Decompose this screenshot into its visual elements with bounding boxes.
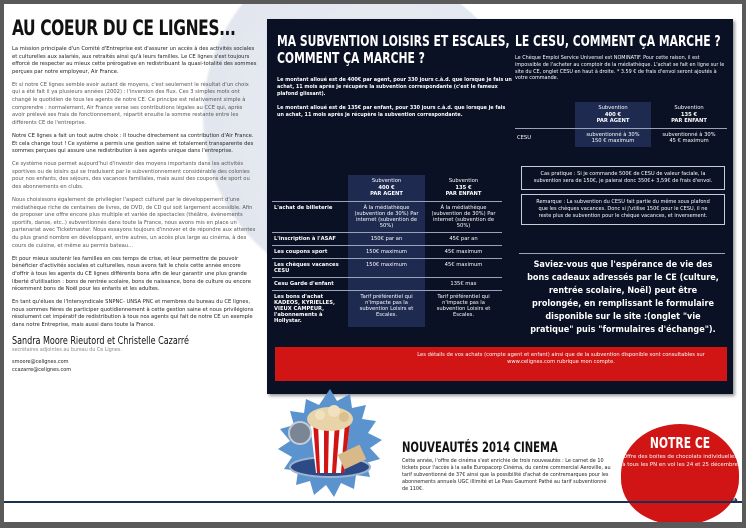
table-row: CESU subventionné à 30% 150 € maximum subventionné à 30% 45 € maximum: [515, 128, 727, 147]
email-link[interactable]: smoore@celignes.com: [12, 359, 69, 366]
table-header: [515, 102, 727, 128]
subvention-section: [277, 33, 513, 119]
table-header: [272, 175, 502, 201]
cinema-text: Cette année, l'offre de cinéma s'est enrichie de trois nouveautés : Le carnet de 10 tickets pour l'accès à la salle Europacorp Cinéma, du centre commercial Aeroville, au tarif subventionné de 37€ ainsi que la possibilité d'achat de contremarques pour les abonnements annuels UGC illimité et Le Pass Gaumont Pathé au tarif subventionné de 110€.: [402, 458, 611, 492]
notre-ce-text: Offre des boites de chocolats individuelles à tous les PN en vol les 24 et 25 décembre: [622, 454, 738, 468]
paragraph: Ce système nous permet aujourd'hui d'investir des moyens importants dans les activités sportives ou de loisirs qui se traduisent par le subventionnement considérable des colonies pour nos enfants, des séjours, des vacances familiales, mais aussi des coupons de sport ou des abonnements en clubs.: [12, 161, 250, 190]
section-title: AU COEUR DU CE LIGNES...: [12, 16, 236, 40]
table-row: Cesu Garde d'enfant 135€ max: [272, 277, 502, 290]
table-row: Les bons d'achat KADEOS, KYRIELLES, VIEUX CAMPEUR, l'abonnements à Hollystar. Tarif préférentiel qui n'impacte pas la subvention Loisirs et Escales. Tarif préférentiel qui n'impacte pas la subvention Loisirs et Escales.: [272, 290, 502, 327]
paragraph: Et pour mieux soutenir les familles en ces temps de crise, et leur permettre de pouvoir bénéficier d'activités sociales et culturelles, nous avons fait le choix cette année encore d'offrir à tous les agents du CE lignes différents bons afin de leur garantir une plus grande liberté d'utilisation : bons de rentrée scolaire, bons de naissance, bons de culture ou encore récemment bons de Noël pour les enfants et les adultes.: [12, 255, 251, 293]
title-line: COMMENT ÇA MARCHE ?: [277, 49, 425, 67]
subvention-text: Le montant alloué est de 400€ par agent, pour 330 jours c.à.d. que lorsque je fais un achat, 11 mois après je récupère la subvention correspondante (c'est le fameux plafond glissant).: [277, 77, 512, 97]
paragraph: Notre CE lignes a fait un tout autre choix : Il touche directement sa contribution d'Air France. Et cela change tout ! Ce système a permis une gestion saine et totalement transparente des sommes perçues qui assure une redistribution à ses agents unique dans l'entreprise.: [12, 132, 254, 155]
notre-ce-badge: [621, 424, 739, 522]
cinema-section: [402, 440, 612, 493]
subvention-title: [277, 32, 510, 67]
header-enfant: Subvention 135 € PAR ENFANT: [445, 178, 482, 197]
paragraph: Et si notre CE lignes semble avoir autant de moyens, c'est seulement le résultat d'un choix qui a été fait il ya plusieurs années (2002) : l'inversion des flux. Ces 3 simples mots ont changé le quotidien de tous les agents de notre CE. Ce principe est relativement simple à comprendre : normalement, Air France verse ses contributions légales au CCE qui, après avoir prélevé ses frais de fonctionnement, répartit ensuite la somme restante entre les différents CE de l'entreprise.: [12, 81, 249, 126]
header-agent: Subvention 400 € PAR AGENT: [348, 175, 425, 201]
table-row: L'inscription à l'ASAF 150€ par an 45€ par an: [272, 232, 502, 245]
account-info-banner: Les détails de vos achats (compte agent et enfant) ainsi que de la subvention disponible sont consultables sur www.celignes.com rubrique mon compte.: [275, 347, 727, 381]
header-agent: Subvention 400 € PAR AGENT: [575, 102, 651, 128]
saviez-vous-text: Saviez-vous que l'espérance de vie des bons cadeaux adressés par le CE (culture, rentrée scolaire, Noël) peut être prolongée, en remplissant le formulaire disponible sur le site :(onglet "vie pratique" puis "formulaires d'échange").: [527, 260, 719, 335]
bottom-divider: [4, 501, 742, 503]
notre-ce-title: NOTRE CE: [649, 434, 711, 452]
paragraph: En tant qu'élues de l'Intersyndicale SNPNC- UNSA PNC et membres du bureau du CE lignes, nous sommes fières de participer quotidiennement à cette gestion saine et nous privilégions résolument cet impératif de redistribution à tous nos agents qui fait de notre CE un exemple dans notre Entreprise, mais aussi dans toute la France.: [12, 299, 254, 328]
magazine-page: [4, 4, 742, 522]
arrow-right-icon: ➜: [730, 496, 738, 506]
table-row: Les chèques vacances CESU 150€ maximum 45€ maximum: [272, 258, 502, 277]
email-link[interactable]: ccazarre@celignes.com: [12, 367, 72, 374]
header-enfant: Subvention 135 € PAR ENFANT: [671, 105, 707, 124]
cas-pratique-box: Cas pratique : Si je commande 500€ de CESU de valeur faciale, la subvention sera de 150€, je paierai donc 350€+ 3,59€ de frais d'envoi.: [521, 166, 725, 190]
cesu-title: LE CESU, COMMENT ÇA MARCHE ?: [515, 32, 721, 50]
left-column: [12, 10, 257, 374]
subvention-table: [272, 175, 502, 327]
subvention-text: Le montant alloué est de 135€ par enfant, pour 330 jours c.à.d. que lorsque je fais un achat, 11 mois après je récupère la subvention correspondante.: [277, 105, 506, 119]
signature: Sandra Moore Rieutord et Christelle Cazarré: [12, 335, 189, 348]
signature-subtitle: secrétaires adjointes au bureau du Ce Lignes.: [12, 348, 122, 354]
cesu-intro: Le Chèque Emploi Service Universel est NOMINATIF. Pour cette raison, il est impossible de l'acheter au comptoir de la médiathèque. L'achat se fait en ligne sur le site du CE, onglet CESU en haut à droite. * 3.59 € de frais d'envoi seront ajoutés à votre commande.: [515, 55, 725, 82]
cinema-title: NOUVEAUTÉS 2014 CINEMA: [402, 440, 558, 456]
title-line: MA SUBVENTION LOISIRS ET ESCALES,: [277, 32, 510, 50]
paragraph: La mission principale d'un Comité d'Entreprise est d'assurer un accès à des activités sociales et culturelles aux salariés, aux retraités ainsi qu'à leurs familles. Le CE lignes s'est toujours efforcé de respecter au mieux cette prérogative en redistribuant la quasi-totalité des sommes perçues par notre employeur, Air France.: [12, 46, 257, 75]
divider: [519, 253, 725, 254]
cinema-popcorn-icon: [274, 389, 386, 499]
dark-panel: [267, 19, 733, 394]
table-row: L'achat de billeterie À la médiathèque (subvention de 30%) Par internet (subvention de 50%) À la médiathèque (subvention de 30%) Par internet (subvention de 50%): [272, 201, 502, 232]
paragraph: Nous choisissons également de privilégier l'aspect culturel par le développement d'une médiathèque riche de centaines de livres, de DVD, de CD qui soit largement accessible. Afin de proposer une offre encore plus multiple et variée de spectacles (théâtre, événements sportifs, danse, etc..) subventionnés dans toute la France, nous avons mis en place un partenariat avec Ticketmaster. Nous essayons toujours d'innover et de répondre aux attentes du plus grand nombre en développant, entre autres, un accès plus large au cinéma, à des cours de cuisine, et même au permis bateau...: [12, 197, 256, 249]
cesu-section: [515, 33, 727, 82]
remarque-box: Remarque : La subvention du CESU fait partie du même sous plafond que les chèques vacances. Donc si j'utilise 150€ pour le CESU, il ne reste plus de subvention pour le chèque vacances, et inversement.: [521, 194, 725, 225]
table-row: Les coupons sport 150€ maximum 45€ maximum: [272, 245, 502, 258]
cesu-table: [515, 102, 727, 147]
